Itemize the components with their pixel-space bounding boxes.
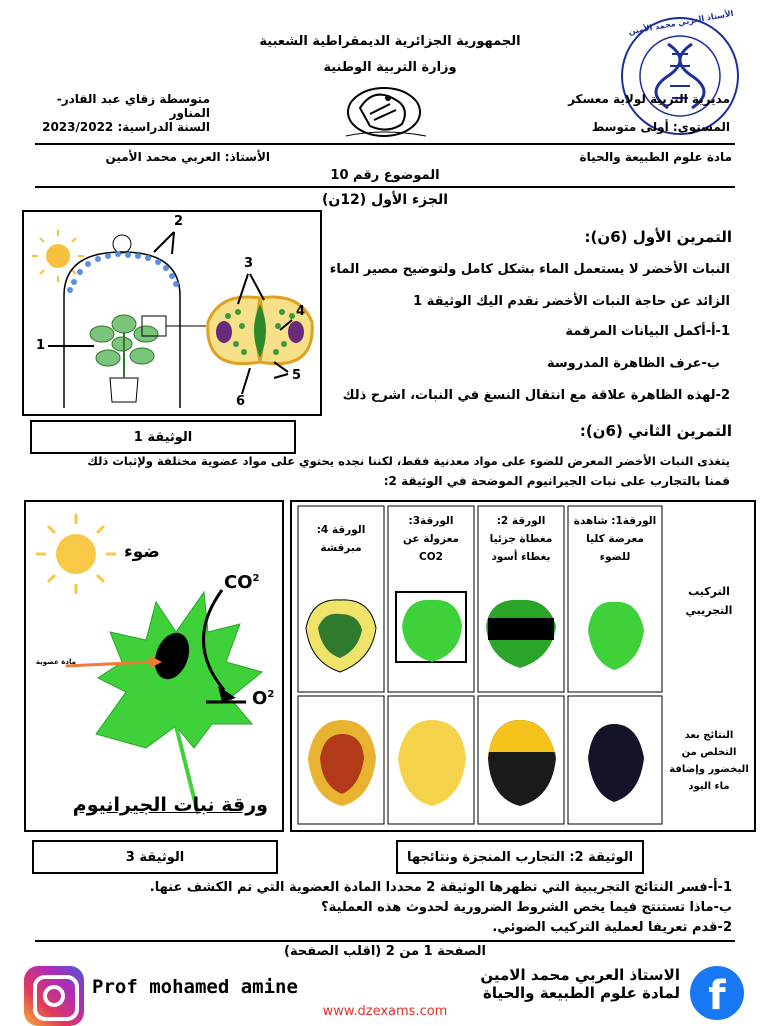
exercise2-q2: 2-قدم تعريفا لعملية التركيب الضوئي. (492, 920, 732, 935)
leaf1-header: الورقة1: شاهدة معرضة كليا للضوء (573, 515, 657, 563)
document2-label: الوثيقة 2: التجارب المنجزة ونتائجها (396, 840, 644, 874)
part-title: الجزء الأول (12ن) (321, 192, 449, 208)
leaf2-experiment (486, 600, 556, 668)
leaf4-experiment (306, 600, 376, 672)
leaf3-header: الورقة3: معزولة عن CO2 (402, 515, 460, 563)
exercise2-title: التمرين الثاني (6ن): (579, 422, 732, 440)
school-name: متوسطة زقاي عبد القادر-المناور (56, 92, 210, 120)
exercise2-q1b: ب-ماذا تستنتج فيما يخص الشروط الضرورية لحدوث هذه العملية؟ (321, 900, 732, 915)
light-label: ضوء (124, 542, 160, 562)
ministry-title: وزارة التربية الوطنية (323, 60, 457, 75)
facebook-icon[interactable]: f (690, 966, 744, 1020)
teacher-name: الأستاذ: العربي محمد الأمين (105, 150, 270, 164)
exercise1-title: التمرين الأول (6ن): (584, 228, 732, 246)
exercise2-intro1: يتغذى النبات الأخضر المعرض للضوء على مواد معدنية فقط، لكننا نجده يحتوي على مواد عضوية مختلفة ولإثبات ذلك (87, 454, 730, 468)
document3-figure (24, 500, 284, 832)
document1-label: الوثيقة 1 (30, 420, 296, 454)
footer-arabic-name: الاستاذ العربي محمد الامين (480, 966, 680, 984)
exercise2-q1a: 1-أ-فسر النتائج التجريبية التي تظهرها الوثيقة 2 محددا المادة العضوية التي تم الكشف عنها. (149, 880, 732, 895)
leaf2-header: الورقة 2: مغطاة جزئيا بغطاء أسود (489, 515, 553, 563)
geranium-leaf-caption: ورقة نبات الجيرانيوم (72, 794, 268, 816)
diagram-num-4: 4 (296, 304, 306, 319)
sun-icon (32, 230, 84, 282)
exercise1-q2: 2-لهذه الظاهرة علاقة مع انتقال النسغ في النبات، اشرح ذلك (342, 388, 730, 403)
school-year: السنة الدراسية: 2023/2022 (42, 120, 210, 134)
leaf1-experiment (588, 602, 644, 670)
diagram-num-1: 1 (36, 338, 46, 353)
o2-label: $O^2$ (252, 688, 275, 709)
stamp-text: الأستاذ العربي محمد الأمين (627, 8, 735, 37)
diagram-num-2: 2 (174, 214, 184, 229)
republic-title: الجمهورية الجزائرية الديمقراطية الشعبية (259, 34, 521, 49)
exercise1-q1b: ب-عرف الظاهرة المدروسة (546, 356, 720, 371)
footer-arabic-subject: لمادة علوم الطبيعة والحياة (482, 984, 680, 1002)
prof-name: Prof mohamed amine (92, 976, 298, 998)
level: المستوى: أولى متوسط (591, 120, 730, 134)
subject-name: مادة علوم الطبيعة والحياة (579, 150, 732, 164)
exercise1-intro1: النبات الأخضر لا يستعمل الماء بشكل كامل ولتوضيح مصير الماء (329, 262, 730, 277)
leaf3-experiment (396, 592, 466, 662)
diagram-num-6: 6 (236, 394, 246, 409)
document1-figure (22, 210, 322, 416)
document3-label: الوثيقة 3 (32, 840, 278, 874)
organic-matter-label: مادة عضوية (35, 658, 76, 666)
directorate-name: مديرية التربية لولاية معسكر (568, 92, 730, 106)
document2-table (290, 500, 756, 832)
row-experimental-setup-label: التركيب التجريبي (685, 585, 733, 617)
co2-label: $CO^2$ (224, 572, 260, 593)
exercise1-intro2: الزائد عن حاجة النبات الأخضر نقدم اليك الوثيقة 1 (413, 294, 730, 309)
exercise1-q1a: 1-أ-أكمل البيانات المرقمة (565, 324, 730, 339)
instagram-icon[interactable] (24, 966, 84, 1026)
exercise2-intro2: قمنا بالتجارب على نبات الجيرانيوم الموضحة في الوثيقة 2: (383, 474, 730, 488)
row-results-label: النتائج بعد التخلص من اليخضور وإضافة ماء اليود (669, 730, 749, 792)
diagram-num-5: 5 (292, 368, 302, 383)
diagram-num-3: 3 (244, 256, 254, 271)
topic-number: الموضوع رقم 10 (330, 168, 440, 183)
website-link[interactable]: www.dzexams.com (322, 1004, 448, 1019)
leaf4-header: الورقة 4: مبرقشة (316, 524, 366, 554)
page-number: الصفحة 1 من 2 (اقلب الصفحة) (284, 944, 486, 959)
ministry-logo (340, 78, 436, 140)
sun-icon (36, 514, 116, 594)
